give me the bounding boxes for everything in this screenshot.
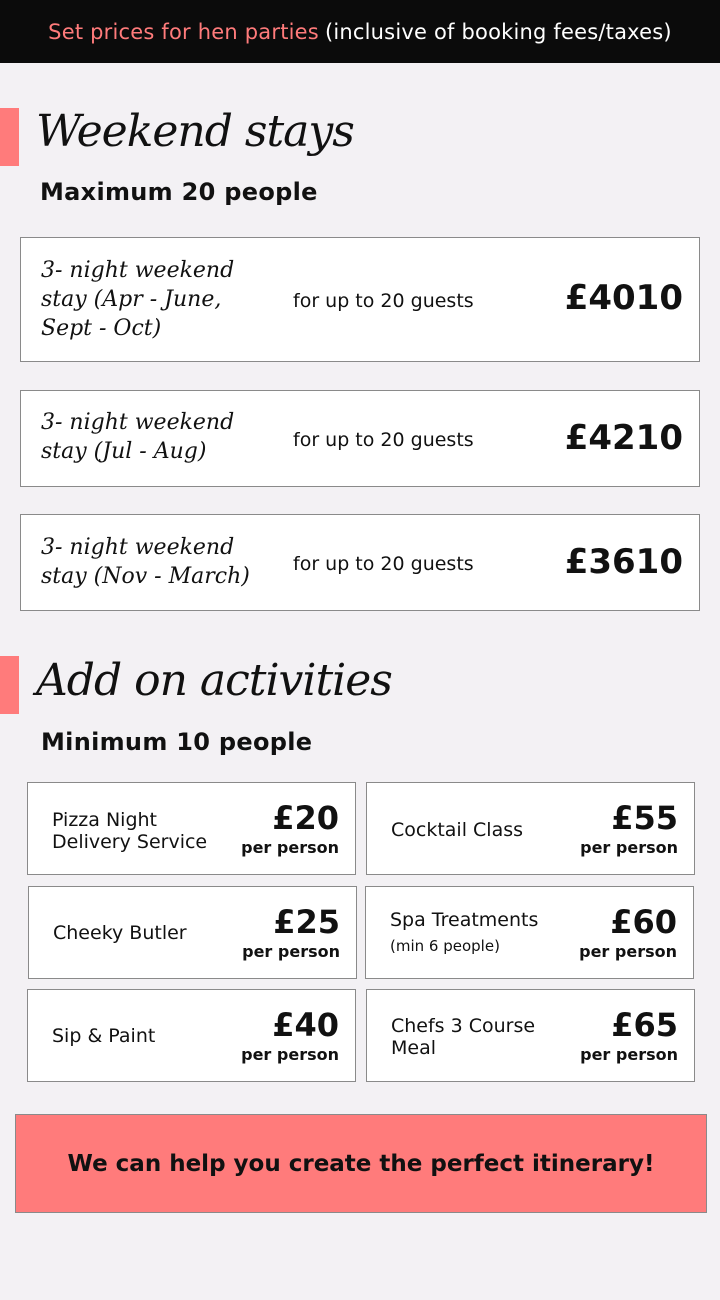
stay-card [20, 514, 700, 611]
stay-guests: for up to 20 guests [293, 290, 474, 312]
activity-price: £20 [272, 799, 339, 837]
activity-price-unit: per person [242, 942, 340, 961]
activity-price: £55 [611, 799, 678, 837]
activity-card-cocktail [366, 782, 695, 875]
stay-price: £4210 [564, 418, 683, 458]
activity-label: Cocktail Class [391, 819, 524, 841]
activity-price-unit: per person [580, 1045, 678, 1064]
stay-card [20, 390, 700, 487]
activity-label: Sip & Paint [52, 1025, 156, 1047]
activity-card-spa [365, 886, 694, 979]
activity-note: (min 6 people) [390, 937, 500, 955]
activity-card-chefs-meal [366, 989, 695, 1082]
activity-price: £65 [611, 1006, 678, 1044]
pricing-banner [0, 0, 720, 63]
activity-card-butler [28, 886, 357, 979]
stay-label: 3- night weekend stay (Jul - Aug) [41, 410, 235, 464]
activity-label-text: Spa Treatments [390, 909, 539, 931]
activity-price: £40 [272, 1006, 339, 1044]
activity-label: Pizza Night Delivery Service [52, 809, 208, 853]
activities-subtitle: Minimum 10 people [41, 728, 313, 756]
activity-price-unit: per person [241, 838, 339, 857]
activity-price-unit: per person [579, 942, 677, 961]
section-marker [0, 656, 19, 714]
activity-label: Cheeky Butler [53, 922, 187, 944]
activities-title: Add on activities [36, 655, 392, 706]
stay-label: 3- night weekend stay (Apr - June, Sept - Oct) [41, 258, 235, 341]
activity-price-unit: per person [580, 838, 678, 857]
activity-price: £25 [273, 903, 340, 941]
section-marker [0, 108, 19, 166]
weekend-stays-title: Weekend stays [36, 106, 354, 157]
activity-card-pizza [27, 782, 356, 875]
stay-price: £4010 [564, 278, 683, 318]
stay-label: 3- night weekend stay (Nov - March) [41, 535, 250, 589]
stay-guests: for up to 20 guests [293, 429, 474, 451]
activity-price: £60 [610, 903, 677, 941]
stay-card [20, 237, 700, 362]
banner-text: (inclusive of booking fees/taxes) [324, 19, 672, 44]
banner-accent-text: Set prices for hen parties [48, 19, 319, 44]
stay-price: £3610 [564, 542, 683, 582]
activity-label: Chefs 3 Course Meal [391, 1015, 536, 1059]
activity-label [390, 909, 560, 957]
activity-card-sip-paint [27, 989, 356, 1082]
itinerary-cta-button[interactable]: We can help you create the perfect itinerary! [15, 1114, 707, 1213]
weekend-stays-subtitle: Maximum 20 people [40, 178, 318, 206]
stay-guests: for up to 20 guests [293, 553, 474, 575]
activity-price-unit: per person [241, 1045, 339, 1064]
